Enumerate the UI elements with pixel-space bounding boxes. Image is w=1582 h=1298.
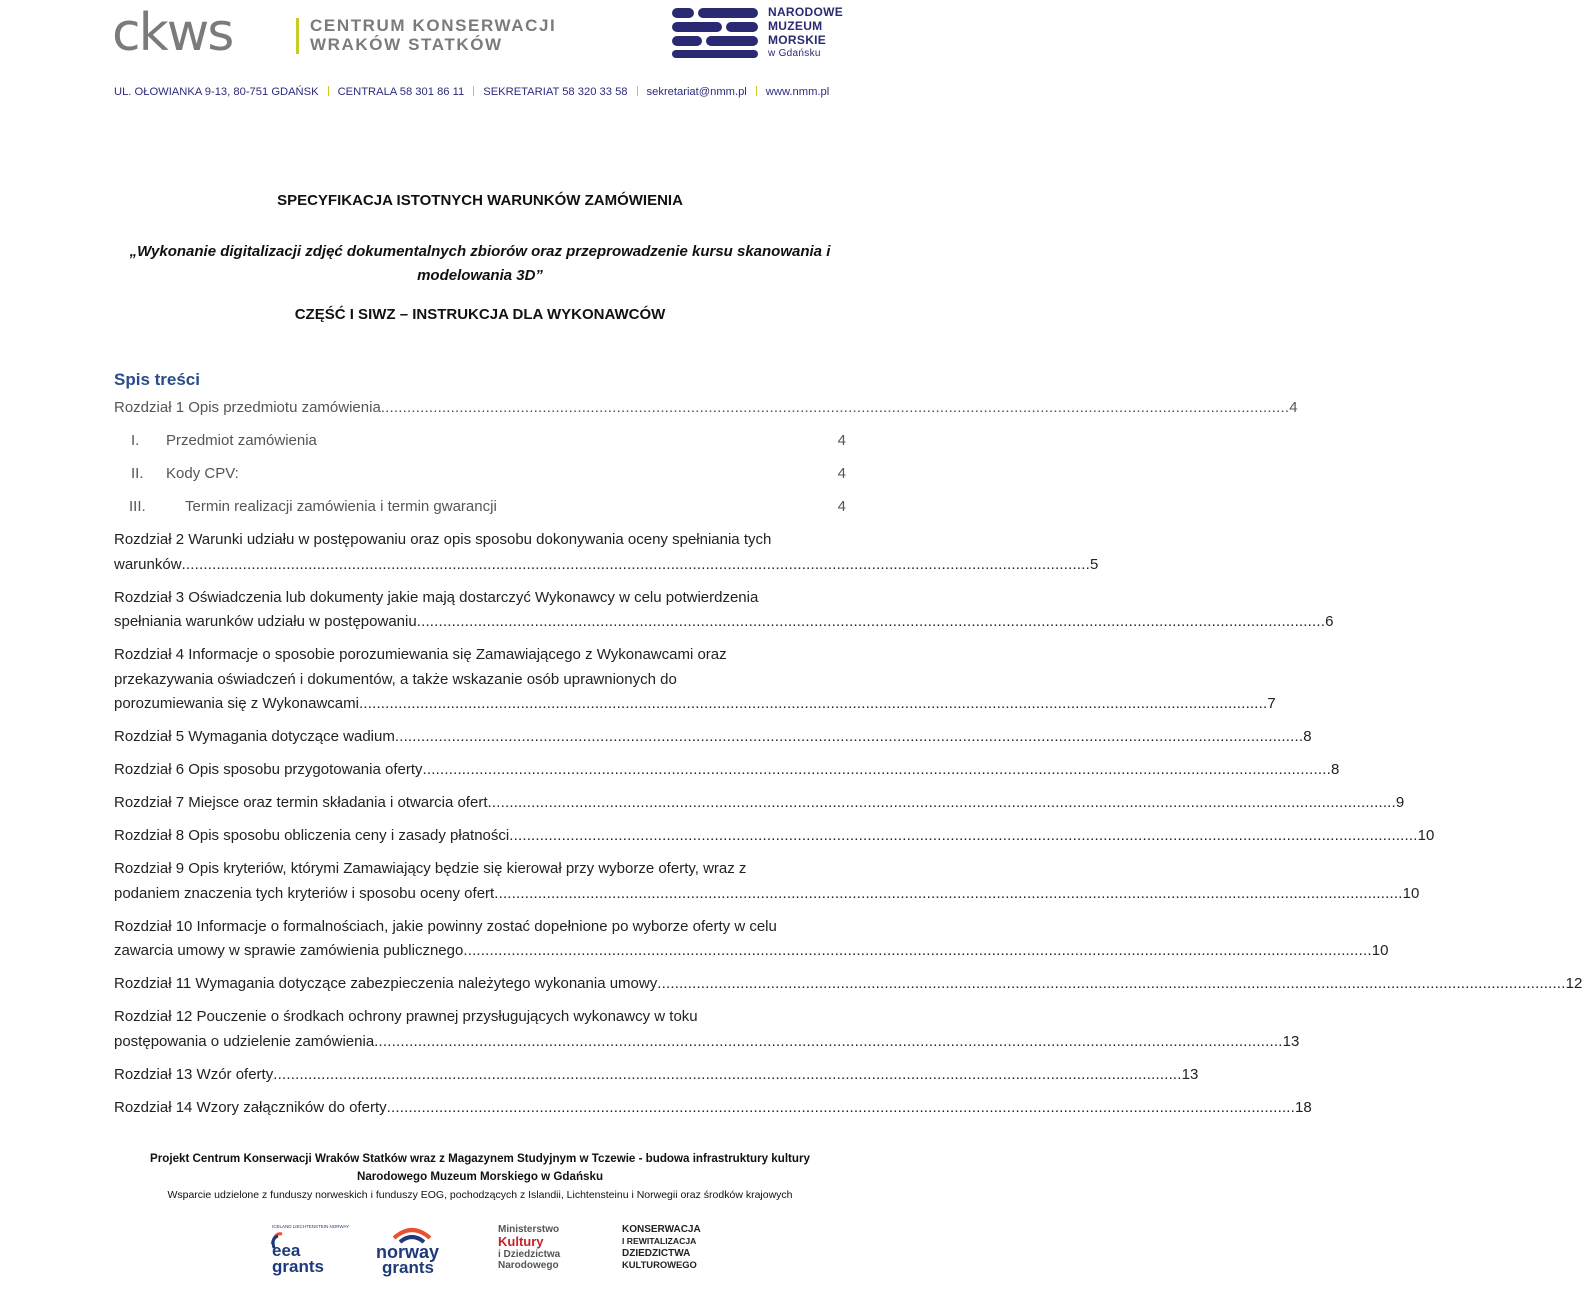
toc-entry[interactable]: Rozdział 5 Wymagania dotyczące wadium ..... 8: [114, 725, 846, 750]
heritage-program-logo: [620, 1220, 706, 1274]
document-title: SPECYFIKACJA ISTOTNYCH WARUNKÓW ZAMÓWIENIA: [277, 192, 683, 209]
toc-entry[interactable]: III. Termin realizacji zamówienia i termin gwarancji 4: [129, 498, 846, 515]
svg-text:KULTUROWEGO: KULTUROWEGO: [622, 1259, 697, 1270]
svg-text:I REWITALIZACJA: I REWITALIZACJA: [622, 1236, 697, 1246]
toc-entry[interactable]: Rozdział 8 Opis sposobu obliczenia ceny i zasady płatności ..... 10: [114, 824, 846, 849]
toc-entry[interactable]: Rozdział 9 Opis kryteriów, którymi Zamawiający będzie się kierował przy wyborze oferty, wraz z podaniem znaczenia tych kryteriów i sposobu oceny ofert ..... 10: [114, 857, 846, 906]
part-title: CZĘŚĆ I SIWZ – INSTRUKCJA DLA WYKONAWCÓW: [294, 306, 666, 323]
toc-entry[interactable]: Rozdział 14 Wzory załączników do oferty ..... 18: [114, 1096, 846, 1121]
ministry-culture-logo: [496, 1222, 572, 1272]
toc-entry[interactable]: Rozdział 3 Oświadczenia lub dokumenty jakie mają dostarczyć Wykonawcy w celu potwierdzenia spełniania warunków udziału w postępowaniu ..... 6: [114, 586, 846, 635]
toc-entry[interactable]: Rozdział 1 Opis przedmiotu zamówienia ..... 4: [114, 396, 846, 421]
document-subtitle: „Wykonanie digitalizacji zdjęć dokumentalnych zbiorów oraz przeprowadzenie kursu skanowania i modelowania 3D”: [129, 243, 831, 284]
sponsor-logos: [0, 1218, 960, 1278]
svg-text:ICELAND LIECHTENSTEIN NORWAY: ICELAND LIECHTENSTEIN NORWAY: [272, 1224, 350, 1229]
svg-text:norway: norway: [376, 1242, 440, 1262]
toc-entry[interactable]: I. Przedmiot zamówienia 4: [131, 432, 846, 449]
toc-entry[interactable]: Rozdział 11 Wymagania dotyczące zabezpieczenia należytego wykonania umowy ..... 12: [114, 972, 846, 997]
nmm-wave-logo: [670, 6, 762, 60]
letterhead: [0, 0, 960, 110]
toc-entry[interactable]: Rozdział 10 Informacje o formalnościach, jakie powinny zostać dopełnione po wyborze oferty w celu zawarcia umowy w sprawie zamówienia publicznego ..... 10: [114, 915, 846, 964]
svg-text:Ministerstwo: Ministerstwo: [498, 1224, 560, 1235]
norway-grants-logo: [372, 1220, 454, 1277]
svg-text:Kultury: Kultury: [498, 1234, 544, 1249]
centrala-phone: CENTRALA 58 301 86 11: [337, 86, 465, 98]
svg-text:grants: grants: [272, 1257, 324, 1276]
svg-text:grants: grants: [382, 1258, 434, 1277]
footer-museum-line: Narodowego Muzeum Morskiego w Gdańsku: [356, 1170, 604, 1183]
table-of-contents: [114, 396, 1582, 1129]
svg-text:ckws: ckws: [112, 3, 233, 63]
svg-text:i Dziedzictwa: i Dziedzictwa: [498, 1249, 561, 1260]
svg-text:KONSERWACJA: KONSERWACJA: [622, 1224, 701, 1235]
footer-funding-line: Wsparcie udzielone z funduszy norweskich i funduszy EOG, pochodzących z Islandii, Lichtensteinu i Norwegii oraz środków krajowych: [167, 1189, 793, 1201]
toc-heading: Spis treści: [114, 370, 200, 389]
address: UL. OŁOWIANKA 9-13, 80-751 GDAŃSK: [114, 86, 319, 98]
toc-entry[interactable]: Rozdział 12 Pouczenie o środkach ochrony prawnej przysługujących wykonawcy w toku postępowania o udzielenie zamówienia ..... 13: [114, 1005, 846, 1054]
email-link[interactable]: sekretariat@nmm.pl: [646, 86, 747, 98]
toc-entry[interactable]: Rozdział 7 Miejsce oraz termin składania i otwarcia ofert ..... 9: [114, 791, 846, 816]
svg-text:Narodowego: Narodowego: [498, 1260, 559, 1271]
ckws-logo: [112, 3, 292, 63]
logo-separator: [296, 18, 299, 54]
website-link[interactable]: www.nmm.pl: [765, 86, 830, 98]
toc-entry[interactable]: Rozdział 13 Wzór oferty ..... 13: [114, 1063, 846, 1088]
footer: [0, 1150, 960, 1204]
nmm-name: NARODOWE MUZEUM MORSKIE w Gdańsku: [768, 5, 844, 59]
toc-entry[interactable]: Rozdział 2 Warunki udziału w postępowaniu oraz opis sposobu dokonywania oceny spełniania tych warunków ..... 5: [114, 528, 846, 577]
toc-entry[interactable]: II. Kody CPV: 4: [131, 465, 846, 482]
toc-entry[interactable]: Rozdział 4 Informacje o sposobie porozumiewania się Zamawiającego z Wykonawcami oraz przekazywania oświadczeń i dokumentów, a także wskazanie osób uprawnionych do porozumiewania się z Wykonawcami ..... 7: [114, 643, 846, 717]
svg-text:eea: eea: [272, 1241, 301, 1260]
ckws-name: CENTRUM KONSERWACJI WRAKÓW STATKÓW: [310, 16, 557, 54]
svg-text:DZIEDZICTWA: DZIEDZICTWA: [622, 1248, 691, 1259]
eea-grants-logo: [262, 1220, 350, 1276]
toc-entry[interactable]: Rozdział 6 Opis sposobu przygotowania oferty ..... 8: [114, 758, 846, 783]
footer-project-line: Projekt Centrum Konserwacji Wraków Statków wraz z Magazynem Studyjnym w Tczewie - budowa infrastruktury kultury: [150, 1152, 810, 1165]
contact-bar: [114, 86, 829, 98]
sekretariat-phone: SEKRETARIAT 58 320 33 58: [483, 86, 628, 98]
